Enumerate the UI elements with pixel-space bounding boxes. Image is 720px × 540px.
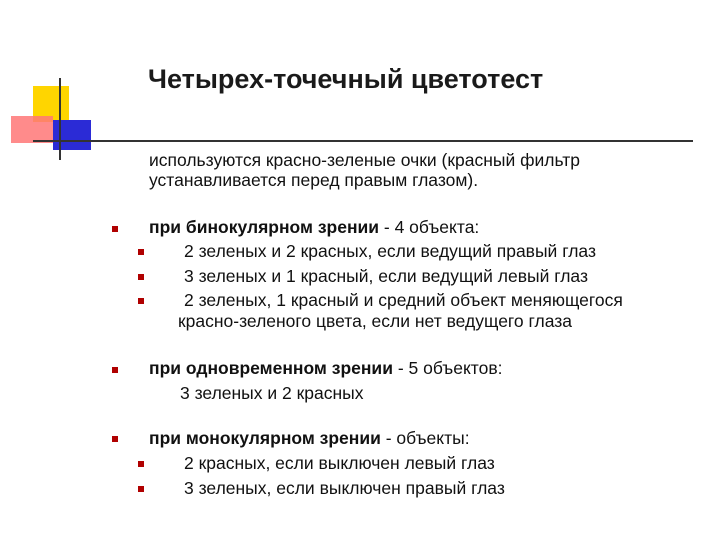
section-heading-rest: - объекты: (380, 428, 470, 448)
square-bullet-icon (138, 486, 144, 492)
section-heading-rest: - 4 объекта: (379, 217, 480, 237)
section-heading-rest: - 5 объектов: (392, 358, 503, 378)
section-simultaneous-heading (149, 358, 503, 379)
section-monocular-heading (149, 428, 470, 449)
list-item: 2 красных, если выключен левый глаз (184, 453, 495, 473)
intro-line-1: используются красно-зеленые очки (красный фильтр (149, 150, 580, 170)
section-heading-bold: при одновременном зрении (149, 358, 393, 378)
decor-vertical-line (59, 78, 61, 160)
square-bullet-icon (138, 298, 144, 304)
list-item: 3 зеленых и 1 красный, если ведущий левый глаз (184, 266, 588, 286)
slide-title: Четырех-точечный цветотест (148, 64, 544, 94)
list-item: 2 зеленых и 2 красных, если ведущий правый глаз (184, 241, 596, 261)
square-bullet-icon (112, 226, 118, 232)
square-bullet-icon (138, 249, 144, 255)
section-heading-bold: при бинокулярном зрении (149, 217, 380, 237)
square-bullet-icon (112, 367, 118, 373)
list-item: 2 зеленых, 1 красный и средний объект меняющегося (184, 290, 623, 310)
list-item: 3 зеленых и 2 красных (180, 383, 364, 403)
section-heading-bold: при монокулярном зрении (149, 428, 381, 448)
intro-line-2: устанавливается перед правым глазом). (149, 170, 479, 190)
list-item-continuation: красно-зеленого цвета, если нет ведущего глаза (178, 311, 573, 331)
decor-red-square (11, 116, 53, 143)
square-bullet-icon (138, 461, 144, 467)
square-bullet-icon (138, 274, 144, 280)
list-item: 3 зеленых, если выключен правый глаз (184, 478, 505, 498)
title-underline (33, 140, 693, 142)
square-bullet-icon (112, 436, 118, 442)
section-binocular-heading (149, 217, 479, 238)
